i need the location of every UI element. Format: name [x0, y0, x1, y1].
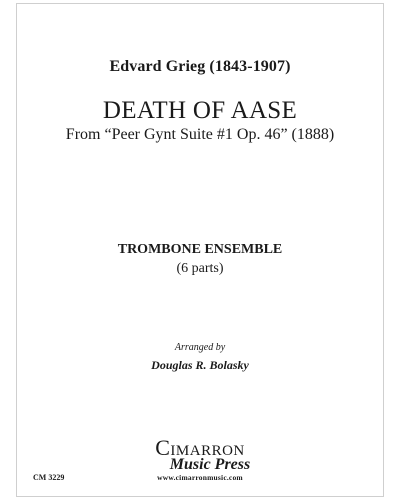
catalog-number: CM 3229 [33, 473, 65, 482]
arranged-by-label: Arranged by [174, 342, 226, 353]
score-cover-page [16, 3, 384, 497]
arranger-name: Douglas R. Bolasky [151, 358, 249, 372]
publisher-subname: Music Press [169, 456, 251, 473]
piece-subtitle: From “Peer Gynt Suite #1 Op. 46” (1888) [65, 126, 335, 143]
publisher-logo [17, 437, 383, 482]
publisher-name: Cimarron [155, 435, 245, 460]
parts-count: (6 parts) [176, 261, 224, 276]
composer-credit: Edvard Grieg (1843-1907) [109, 58, 291, 75]
piece-title: DEATH OF AASE [102, 97, 298, 124]
publisher-url: www.cimarronmusic.com [157, 473, 243, 482]
ensemble-type: TROMBONE ENSEMBLE [117, 242, 283, 257]
